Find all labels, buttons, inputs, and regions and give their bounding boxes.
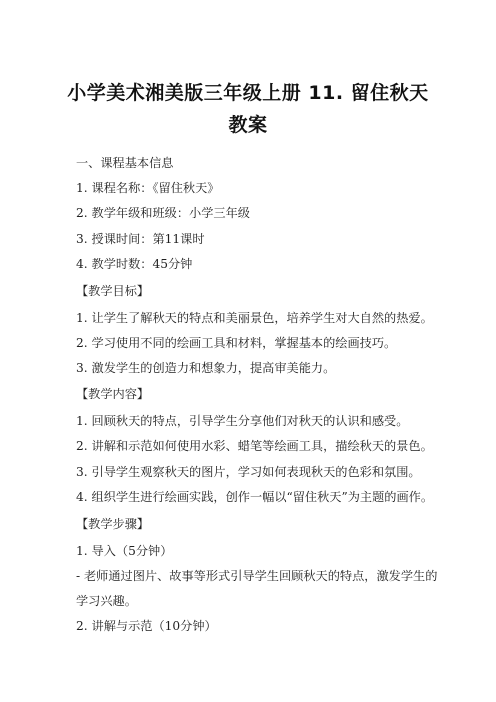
step-item: 2. 讲解与示范（10分钟） [76, 619, 217, 633]
content-item: 1. 回顾秋天的特点，引导学生分享他们对秋天的认识和感受。 [76, 414, 409, 428]
step-detail-continued: 学习兴趣。 [76, 594, 137, 608]
step-detail: - 老师通过图片、故事等形式引导学生回顾秋天的特点，激发学生的 [76, 569, 438, 583]
document-title-line-2: 教案 [228, 114, 268, 136]
section-heading-objectives: 【教学目标】 [76, 284, 150, 298]
section-heading-basic-info: 一、课程基本信息 [76, 156, 174, 170]
section-heading-steps: 【教学步骤】 [76, 517, 150, 531]
section-heading-content: 【教学内容】 [76, 387, 150, 401]
document-title-line-1: 小学美术湘美版三年级上册 11. 留住秋天 [67, 82, 429, 104]
objective-item: 2. 学习使用不同的绘画工具和材料，掌握基本的绘画技巧。 [76, 336, 397, 350]
info-duration: 4. 教学时数：45分钟 [76, 257, 193, 271]
objective-item: 1. 让学生了解秋天的特点和美丽景色，培养学生对大自然的热爱。 [76, 311, 433, 325]
info-class-time: 3. 授课时间：第11课时 [76, 232, 205, 246]
step-item: 1. 导入（5分钟） [76, 544, 173, 558]
content-item: 4. 组织学生进行绘画实践，创作一幅以“留住秋天”为主题的画作。 [76, 490, 434, 504]
objective-item: 3. 激发学生的创造力和想象力，提高审美能力。 [76, 361, 336, 375]
info-course-name: 1. 课程名称：《留住秋天》 [76, 181, 220, 195]
info-grade-class: 2. 教学年级和班级：小学三年级 [76, 206, 250, 220]
content-item: 3. 引导学生观察秋天的图片，学习如何表现秋天的色彩和氛围。 [76, 465, 421, 479]
content-item: 2. 讲解和示范如何使用水彩、蜡笔等绘画工具，描绘秋天的景色。 [76, 439, 433, 453]
